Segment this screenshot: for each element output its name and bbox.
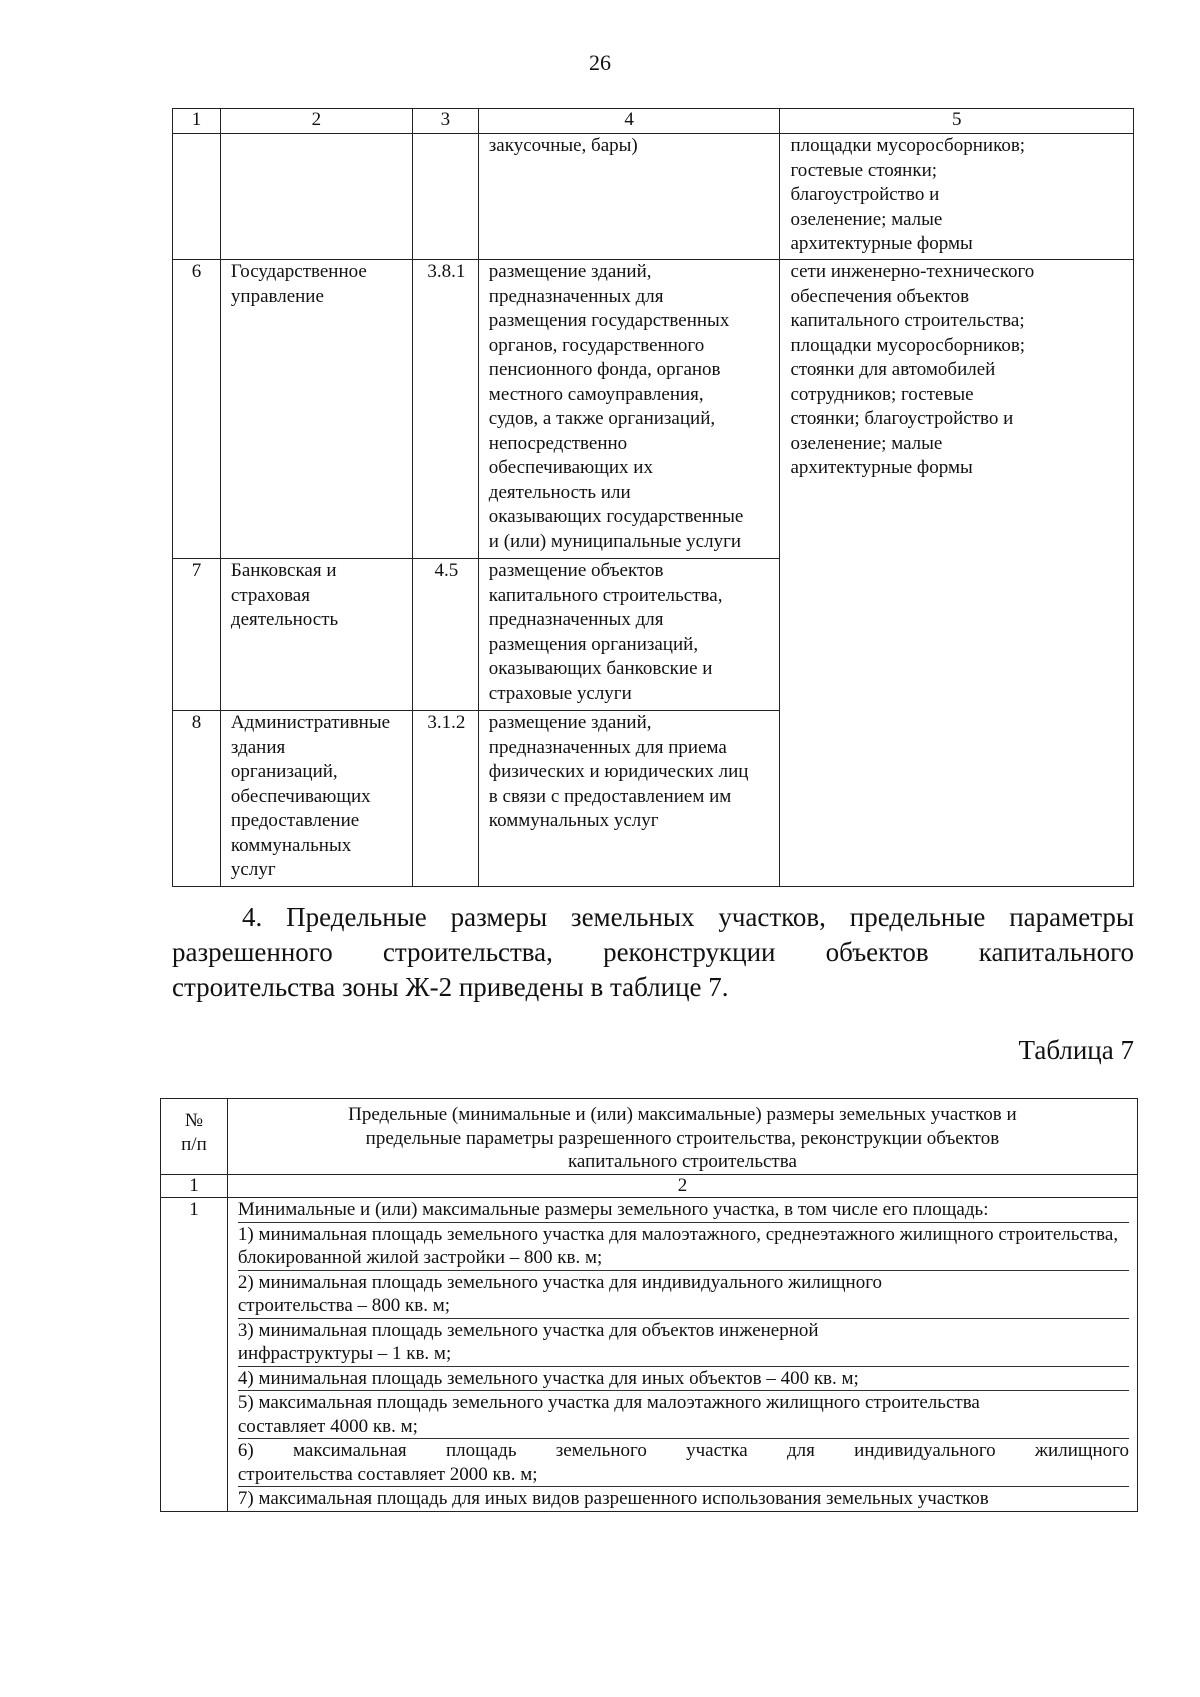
row-number: 6 [173,260,221,559]
row-name: Административные здания организаций, обеспечивающих предоставление коммунальных услуг [220,711,412,887]
col-header-number: № п/п [161,1099,228,1175]
col-header: 4 [478,109,780,134]
col-header-title: Предельные (минимальные и (или) максимальные) размеры земельных участков и предельные параметры разрешенного строительства, реконструкции объектов капитального строительства [227,1099,1137,1175]
list-item [238,1391,1129,1439]
table-row [173,260,1134,559]
col-header: 2 [220,109,412,134]
list-item: 7) максимальная площадь для иных видов разрешенного использования земельных участков [237,1488,989,1509]
table-row [173,134,1134,260]
list-item-line: строительства – 800 кв. м; [237,1295,451,1316]
list-item-line: 3) минимальная площадь земельного участка для объектов инженерной [237,1319,819,1341]
list-item [238,1439,1129,1487]
table-caption: Таблица 7 [1018,1035,1134,1065]
page-number: 26 [589,50,611,75]
row-description: закусочные, бары) [478,134,780,260]
list-item-line: 5) максимальная площадь земельного участка для малоэтажного жилищного строительства [237,1392,980,1413]
section-4-paragraph [172,900,1134,1005]
paragraph-line: разрешенного строительства, реконструкции объектов капитального [172,937,1134,967]
list-item-line: инфраструктуры – 1 кв. м; [237,1343,452,1364]
land-use-table [172,108,1134,887]
list-item: 4) минимальная площадь земельного участка для иных объектов – 400 кв. м; [238,1367,1129,1392]
col-header: 3 [412,109,478,134]
list-item: Минимальные и (или) максимальные размеры земельного участка, в том числе его площадь: [238,1198,1129,1223]
land-plot-limits-table [160,1098,1138,1512]
col-header: 1 [173,109,221,134]
row-number: 7 [173,559,221,711]
table-row [161,1198,1138,1512]
list-item: 1) минимальная площадь земельного участка для малоэтажного, среднеэтажного жилищного строительства, блокированной жилой застройки – 800 кв. м; [238,1223,1129,1271]
paragraph-line: 4. Предельные размеры земельных участков, предельные параметры [242,902,1134,932]
table-header-row [173,109,1134,134]
list-item-line: строительства составляет 2000 кв. м; [237,1463,538,1485]
list-item-line: составляет 4000 кв. м; [237,1415,418,1437]
row-number: 1 [161,1198,228,1512]
row-name [220,134,412,260]
row-description: размещение объектов капитального строительства, предназначенных для размещения организаций, оказывающих банковские и страховые услуги [478,559,780,711]
row-number [173,134,221,260]
col-index: 1 [161,1175,228,1198]
row-description: размещение зданий, предназначенных для размещения государственных органов, государственного пенсионного фонда, органов местного самоуправления, судов, а также организаций, непосредственно обеспечивающих их деятельность или оказывающих государственные и (или) муниципальные услуги [478,260,780,559]
list-item [238,1271,1129,1319]
row-name: Государственное управление [220,260,412,559]
row-code: 3.1.2 [412,711,478,887]
row-code [412,134,478,260]
row-auxiliary: площадки мусоросборников; гостевые стоянки; благоустройство и озеленение; малые архитектурные формы [780,134,1134,260]
row-code: 3.8.1 [412,260,478,559]
paragraph-line: строительства зоны Ж-2 приведены в таблице 7. [172,972,729,1002]
list-item-line: 6) максимальная площадь земельного участка для индивидуального жилищного [237,1440,1129,1461]
row-content [227,1198,1137,1512]
table-subheader-row [161,1175,1138,1198]
row-name: Банковская и страховая деятельность [220,559,412,711]
list-item-line: 2) минимальная площадь земельного участка для индивидуального жилищного [237,1271,883,1293]
list-item [238,1319,1129,1367]
col-header: 5 [780,109,1134,134]
table-header-row [161,1099,1138,1175]
col-index: 2 [227,1175,1137,1198]
row-auxiliary: сети инженерно-технического обеспечения объектов капитального строительства; площадки мусоросборников; стоянки для автомобилей сотрудников; гостевые стоянки; благоустройство и озеленение; малые архитектурные формы [780,260,1134,887]
row-description: размещение зданий, предназначенных для приема физических и юридических лиц в связи с предоставлением им коммунальных услуг [478,711,780,887]
row-number: 8 [173,711,221,887]
row-code: 4.5 [412,559,478,711]
